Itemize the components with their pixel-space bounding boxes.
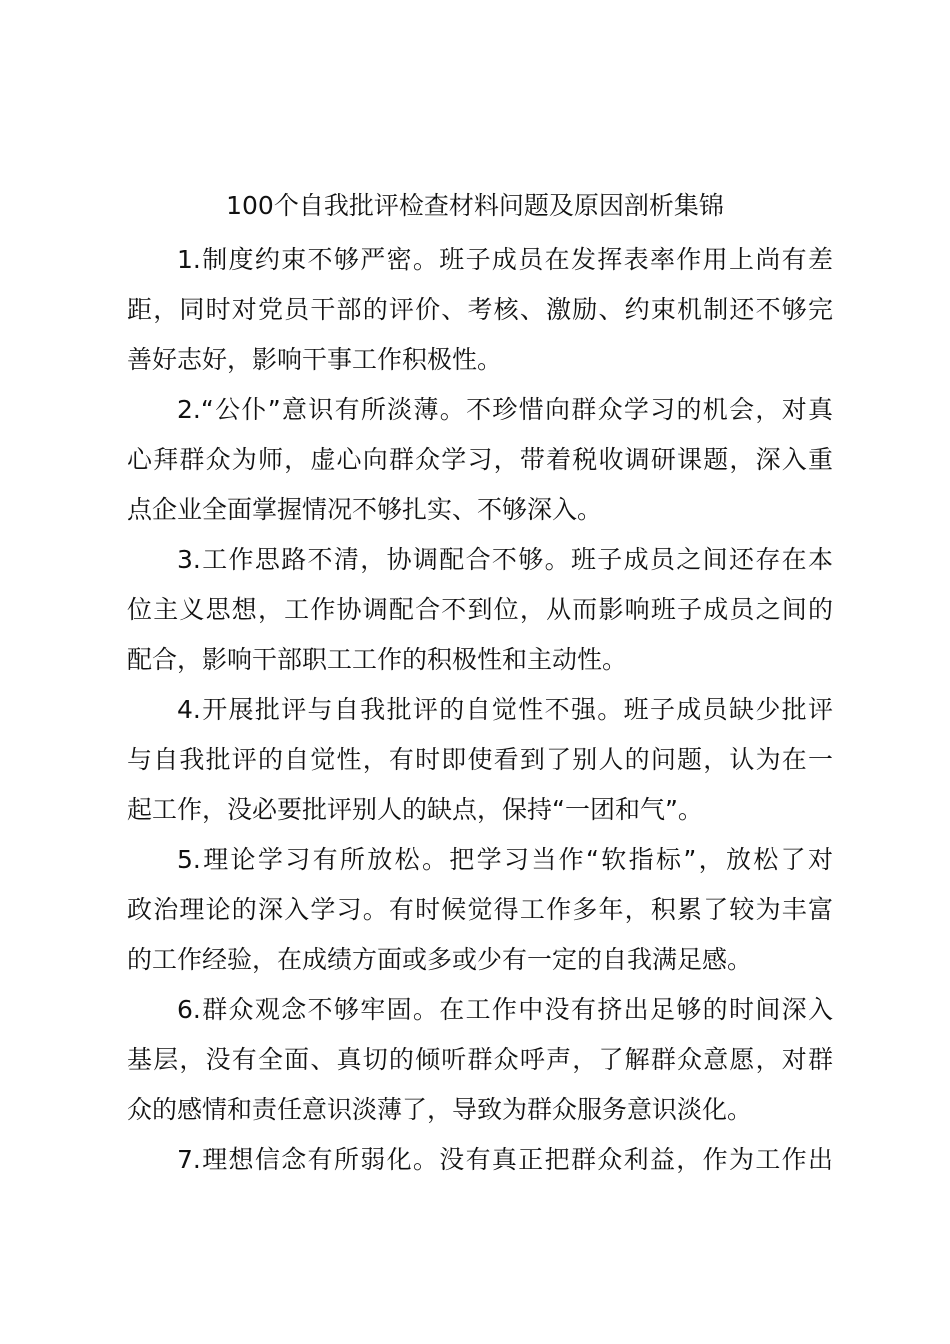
paragraph: [127, 385, 833, 535]
paragraph-line: 的工作经验，在成绩方面或多或少有一定的自我满足感。: [127, 945, 753, 974]
paragraph: [127, 835, 833, 985]
paragraph: [127, 235, 833, 385]
paragraph: [127, 535, 833, 685]
paragraph-line: 位主义思想，工作协调配合不到位，从而影响班子成员之间的: [127, 595, 833, 624]
paragraph-line: 政治理论的深入学习。有时候觉得工作多年，积累了较为丰富: [127, 895, 833, 924]
paragraph-line: 4.开展批评与自我批评的自觉性不强。班子成员缺少批评: [177, 695, 833, 724]
document-title: 100个自我批评检查材料问题及原因剖析集锦: [226, 191, 724, 220]
paragraph-line: 3.工作思路不清，协调配合不够。班子成员之间还存在本: [177, 545, 833, 574]
paragraph-line: 起工作，没必要批评别人的缺点，保持“一团和气”。: [127, 795, 703, 824]
paragraph-line: 距，同时对党员干部的评价、考核、激励、约束机制还不够完: [127, 295, 833, 324]
paragraph-line: 众的感情和责任意识淡薄了，导致为群众服务意识淡化。: [127, 1095, 753, 1124]
paragraph-line: 6.群众观念不够牢固。在工作中没有挤出足够的时间深入: [177, 995, 833, 1024]
paragraph-line: 点企业全面掌握情况不够扎实、不够深入。: [127, 495, 603, 524]
paragraph-line: 基层，没有全面、真切的倾听群众呼声，了解群众意愿，对群: [127, 1045, 833, 1074]
paragraph: [127, 1135, 833, 1185]
paragraph-line: 与自我批评的自觉性，有时即使看到了别人的问题，认为在一: [127, 745, 833, 774]
paragraph: [127, 985, 833, 1135]
document-body: [127, 235, 833, 1185]
paragraph-line: 5.理论学习有所放松。把学习当作“软指标”，放松了对: [177, 845, 833, 874]
paragraph-line: 7.理想信念有所弱化。没有真正把群众利益，作为工作出: [177, 1145, 833, 1174]
paragraph: [127, 685, 833, 835]
paragraph-line: 心拜群众为师，虚心向群众学习，带着税收调研课题，深入重: [127, 445, 833, 474]
paragraph-line: 2.“公仆”意识有所淡薄。不珍惜向群众学习的机会，对真: [177, 395, 833, 424]
paragraph-line: 善好志好，影响干事工作积极性。: [127, 345, 503, 374]
paragraph-line: 配合，影响干部职工工作的积极性和主动性。: [127, 645, 628, 674]
paragraph-line: 1.制度约束不够严密。班子成员在发挥表率作用上尚有差: [177, 245, 833, 274]
